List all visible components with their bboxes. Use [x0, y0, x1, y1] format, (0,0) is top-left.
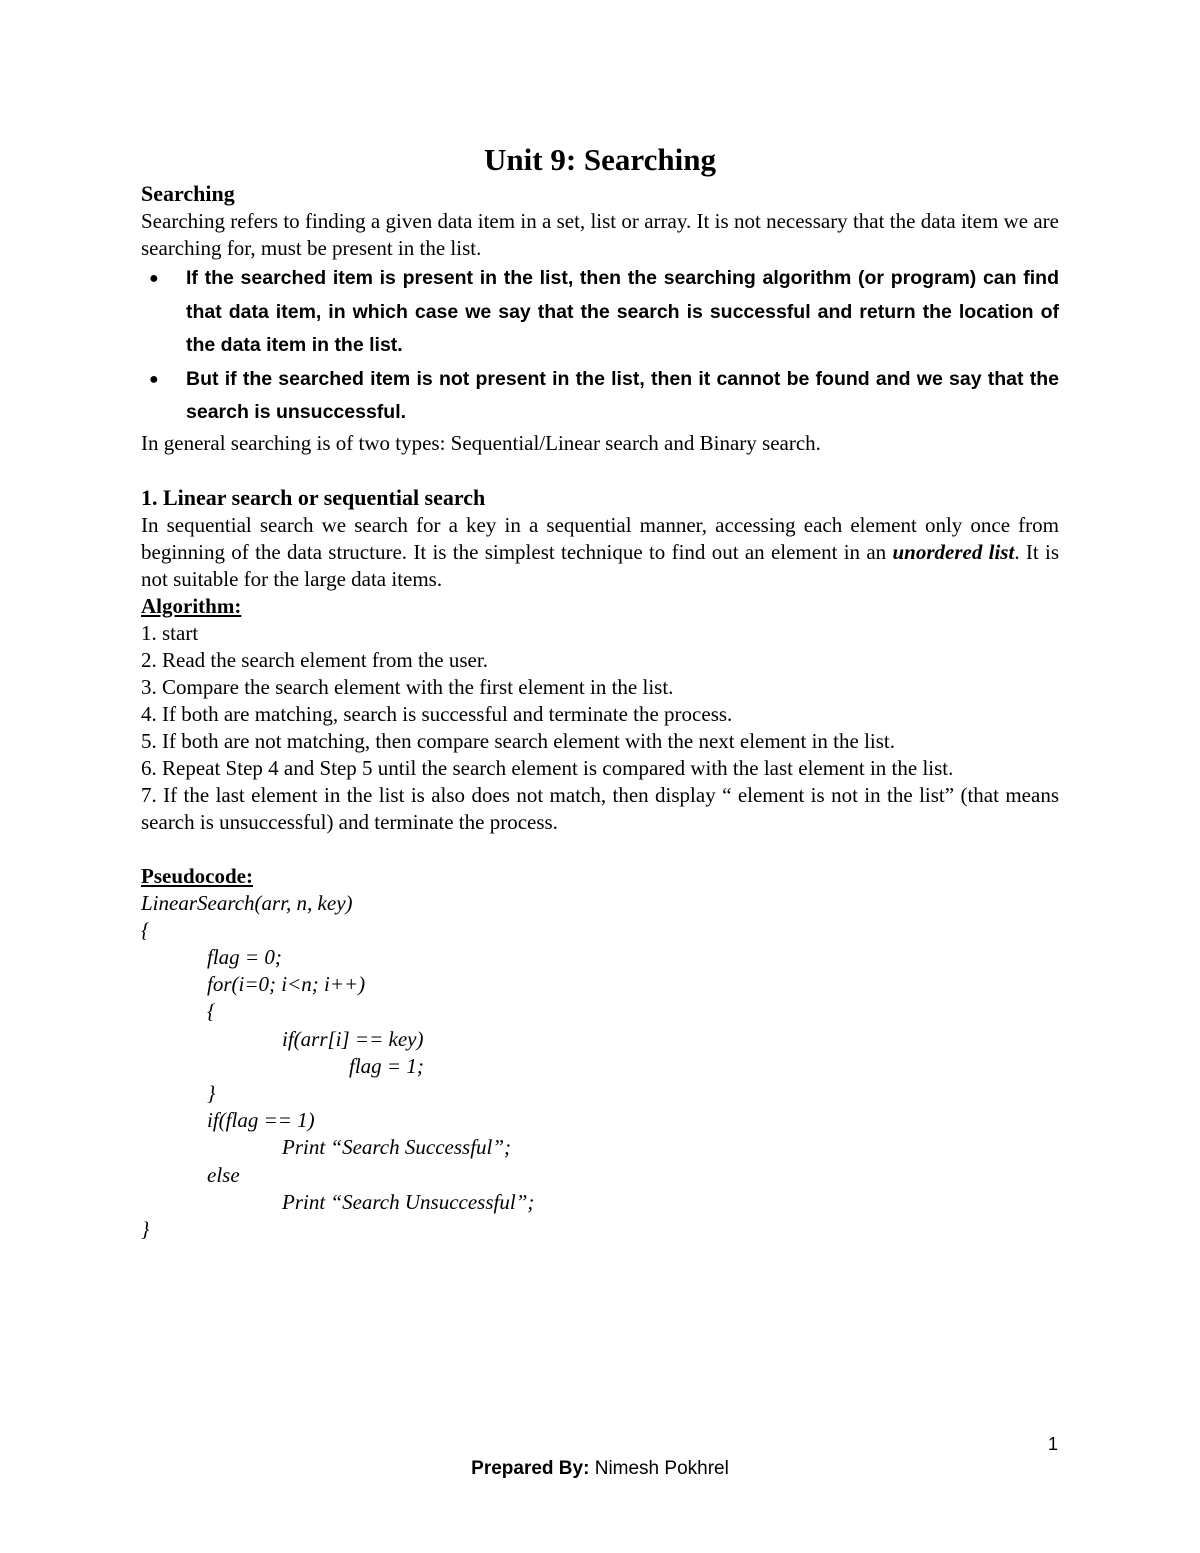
- code-line: flag = 0;: [207, 944, 282, 969]
- footer-author: [0, 1458, 1200, 1480]
- pseudocode-label: Pseudocode:: [141, 863, 253, 888]
- author-name: Nimesh Pokhrel: [589, 1458, 729, 1479]
- linear-search-description: [141, 512, 1059, 593]
- bullet-unsuccessful: [141, 363, 1059, 430]
- code-line: {: [141, 917, 150, 942]
- searching-intro: Searching refers to finding a given data item in a set, list or array. It is not necessary that the data item we are searching for, must be present in the list.: [141, 209, 1059, 260]
- spacer: [141, 457, 1059, 484]
- algorithm-step: 2. Read the search element from the user.: [141, 647, 488, 672]
- code-line: for(i=0; i<n; i++): [207, 972, 366, 997]
- algorithm-label: Algorithm:: [141, 593, 242, 618]
- bullet-dot-icon: ●: [149, 270, 159, 287]
- code-line: Print “Search Unsuccessful”;: [282, 1189, 535, 1214]
- algorithm-step: 4. If both are matching, search is successful and terminate the process.: [141, 701, 733, 726]
- algorithm-steps: [141, 620, 1059, 836]
- algorithm-step: 1. start: [141, 620, 199, 645]
- search-types-summary: In general searching is of two types: Sequential/Linear search and Binary search.: [141, 430, 821, 455]
- searching-heading: Searching: [141, 181, 235, 206]
- page-number: 1: [1047, 1434, 1058, 1454]
- algorithm-step: 7. If the last element in the list is also does not match, then display “ element is not in the list” (that means search is unsuccessful) and terminate the process.: [141, 782, 1059, 834]
- bullet-text-end: and return the location of the data item in the list.: [186, 300, 1059, 356]
- algorithm-step: 3. Compare the search element with the first element in the list.: [141, 674, 674, 699]
- description-text-end: . It is not suitable for the large data items.: [141, 539, 1059, 591]
- bullet-dot-icon: ●: [149, 370, 159, 388]
- code-line: {: [207, 999, 216, 1024]
- bullet-emphasis: successful: [709, 300, 811, 323]
- bullet-text-end: .: [400, 401, 407, 423]
- searching-bullet-list: [141, 262, 1059, 430]
- code-line: LinearSearch(arr, n, key): [141, 890, 353, 915]
- linear-search-heading: 1. Linear search or sequential search: [141, 484, 486, 510]
- spacer: [141, 836, 1059, 863]
- code-line: }: [141, 1216, 150, 1241]
- code-line: flag = 1;: [349, 1053, 424, 1078]
- algorithm-step: 5. If both are not matching, then compare search element with the next element in the list.: [141, 728, 896, 753]
- page-title: Unit 9: Searching: [484, 142, 716, 177]
- bullet-emphasis: unsuccessful: [275, 401, 401, 423]
- algorithm-step: 6. Repeat Step 4 and Step 5 until the search element is compared with the last element in the list.: [141, 755, 954, 780]
- pseudocode-block: [141, 890, 1059, 1244]
- description-emphasis: unordered list: [892, 539, 1015, 564]
- code-line: if(flag == 1): [207, 1108, 315, 1133]
- description-text: In sequential search we search for a key in a sequential manner, accessing each element only once from beginning of the data structure. It is the simplest technique to find out an element in an: [141, 512, 1059, 564]
- code-line: else: [207, 1162, 240, 1187]
- bullet-text: If the searched item is present in the list, then the searching algorithm (or program) can find that data item, in which case we say that the search is: [186, 267, 1059, 323]
- page-content: [141, 180, 1059, 1243]
- code-line: }: [207, 1080, 216, 1105]
- code-line: Print “Search Successful”;: [282, 1135, 512, 1160]
- code-line: if(arr[i] == key): [282, 1026, 424, 1051]
- prepared-by-label: Prepared By:: [471, 1458, 590, 1479]
- bullet-text: But if the searched item is not present in the list, then it cannot be found and we say that the search is: [186, 367, 1059, 423]
- bullet-successful: [141, 262, 1059, 363]
